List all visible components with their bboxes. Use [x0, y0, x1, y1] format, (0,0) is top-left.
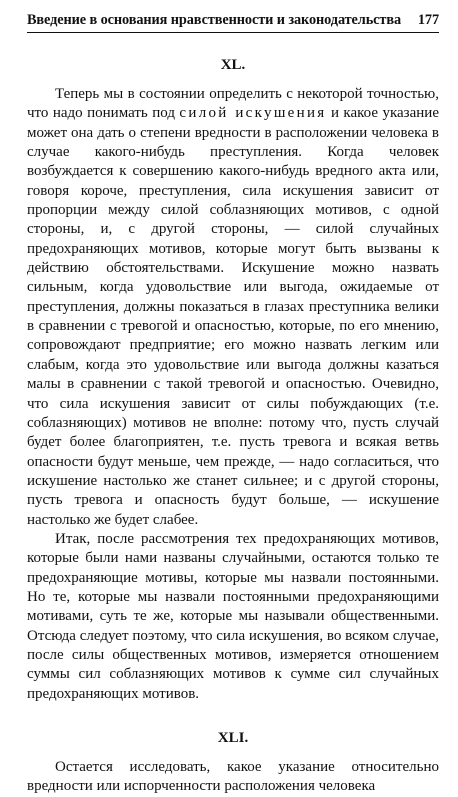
paragraph-remaining-inquiry: Остается исследовать, какое указание относительно вредности или испорченности расположения человека	[27, 759, 439, 795]
paragraph-text: Теперь мы в состоянии определить с некоторой точностью, что надо понимать под	[27, 86, 439, 122]
running-header-title: Введение в основания нравственности и законодательства	[27, 12, 402, 28]
header-rule	[27, 32, 439, 33]
section-heading-xli: XLI.	[217, 730, 249, 746]
paragraph-strength-of-temptation	[27, 85, 439, 530]
paragraph-text: и какое указание может она дать о степени вредности в расположении человека в случае какого-нибудь преступления. Когда человек возбуждается к совершению какого-нибудь вредного акта или, говоря короче, преступления, сила искушения зависит от пропорции между силой соблазняющих мотивов, с одной стороны, и, с другой стороны, — силой случайных предохраняющих мотивов, которые могут быть вызваны к действию обстоятельствами. Искушение можно назвать сильным, когда удовольствие или выгода, ожидаемые от преступления, должны показаться в глазах преступника велики в сравнении с тревогой и опасностью, которые, по его мнению, сопровождают предприятие; его можно назвать легким или слабым, когда это удовольствие или выгода должны казаться малы в сравнении с такой тревогой и опасностью. Очевидно, что сила искушения зависит от силы побуждающих (т.е. соблазняющих) мотивов не вполне: потому что, пусть случай будет более благоприятен, т.е. пусть тревога и всякая ветвь опасности будут меньше, чем прежде, — надо согласиться, что искушение настолько же станет сильнее; и с другой стороны, пусть тревога и опасность будут больше, — искушение настолько же будет слабее.	[27, 105, 439, 528]
section-heading-xl: XL.	[220, 57, 246, 73]
emphasized-term: силой искушения	[179, 105, 327, 122]
running-header	[27, 10, 439, 30]
paragraph-constant-motives: Итак, после рассмотрения тех предохраняющих мотивов, которые были нами названы случайными, остаются только те предохраняющие мотивы, которые мы назвали постоянными. Но те, которые мы назвали постоянными предохраняющими мотивами, суть те же, которые мы называли общественными. Отсюда следует поэтому, что сила искушения, во всяком случае, после силы общественных мотивов, измеряется отношением суммы сил соблазняющих мотивов к сумме сил случайных предохраняющих мотивов.	[27, 530, 439, 702]
page-number: 177	[417, 12, 439, 28]
book-page	[27, 10, 439, 797]
